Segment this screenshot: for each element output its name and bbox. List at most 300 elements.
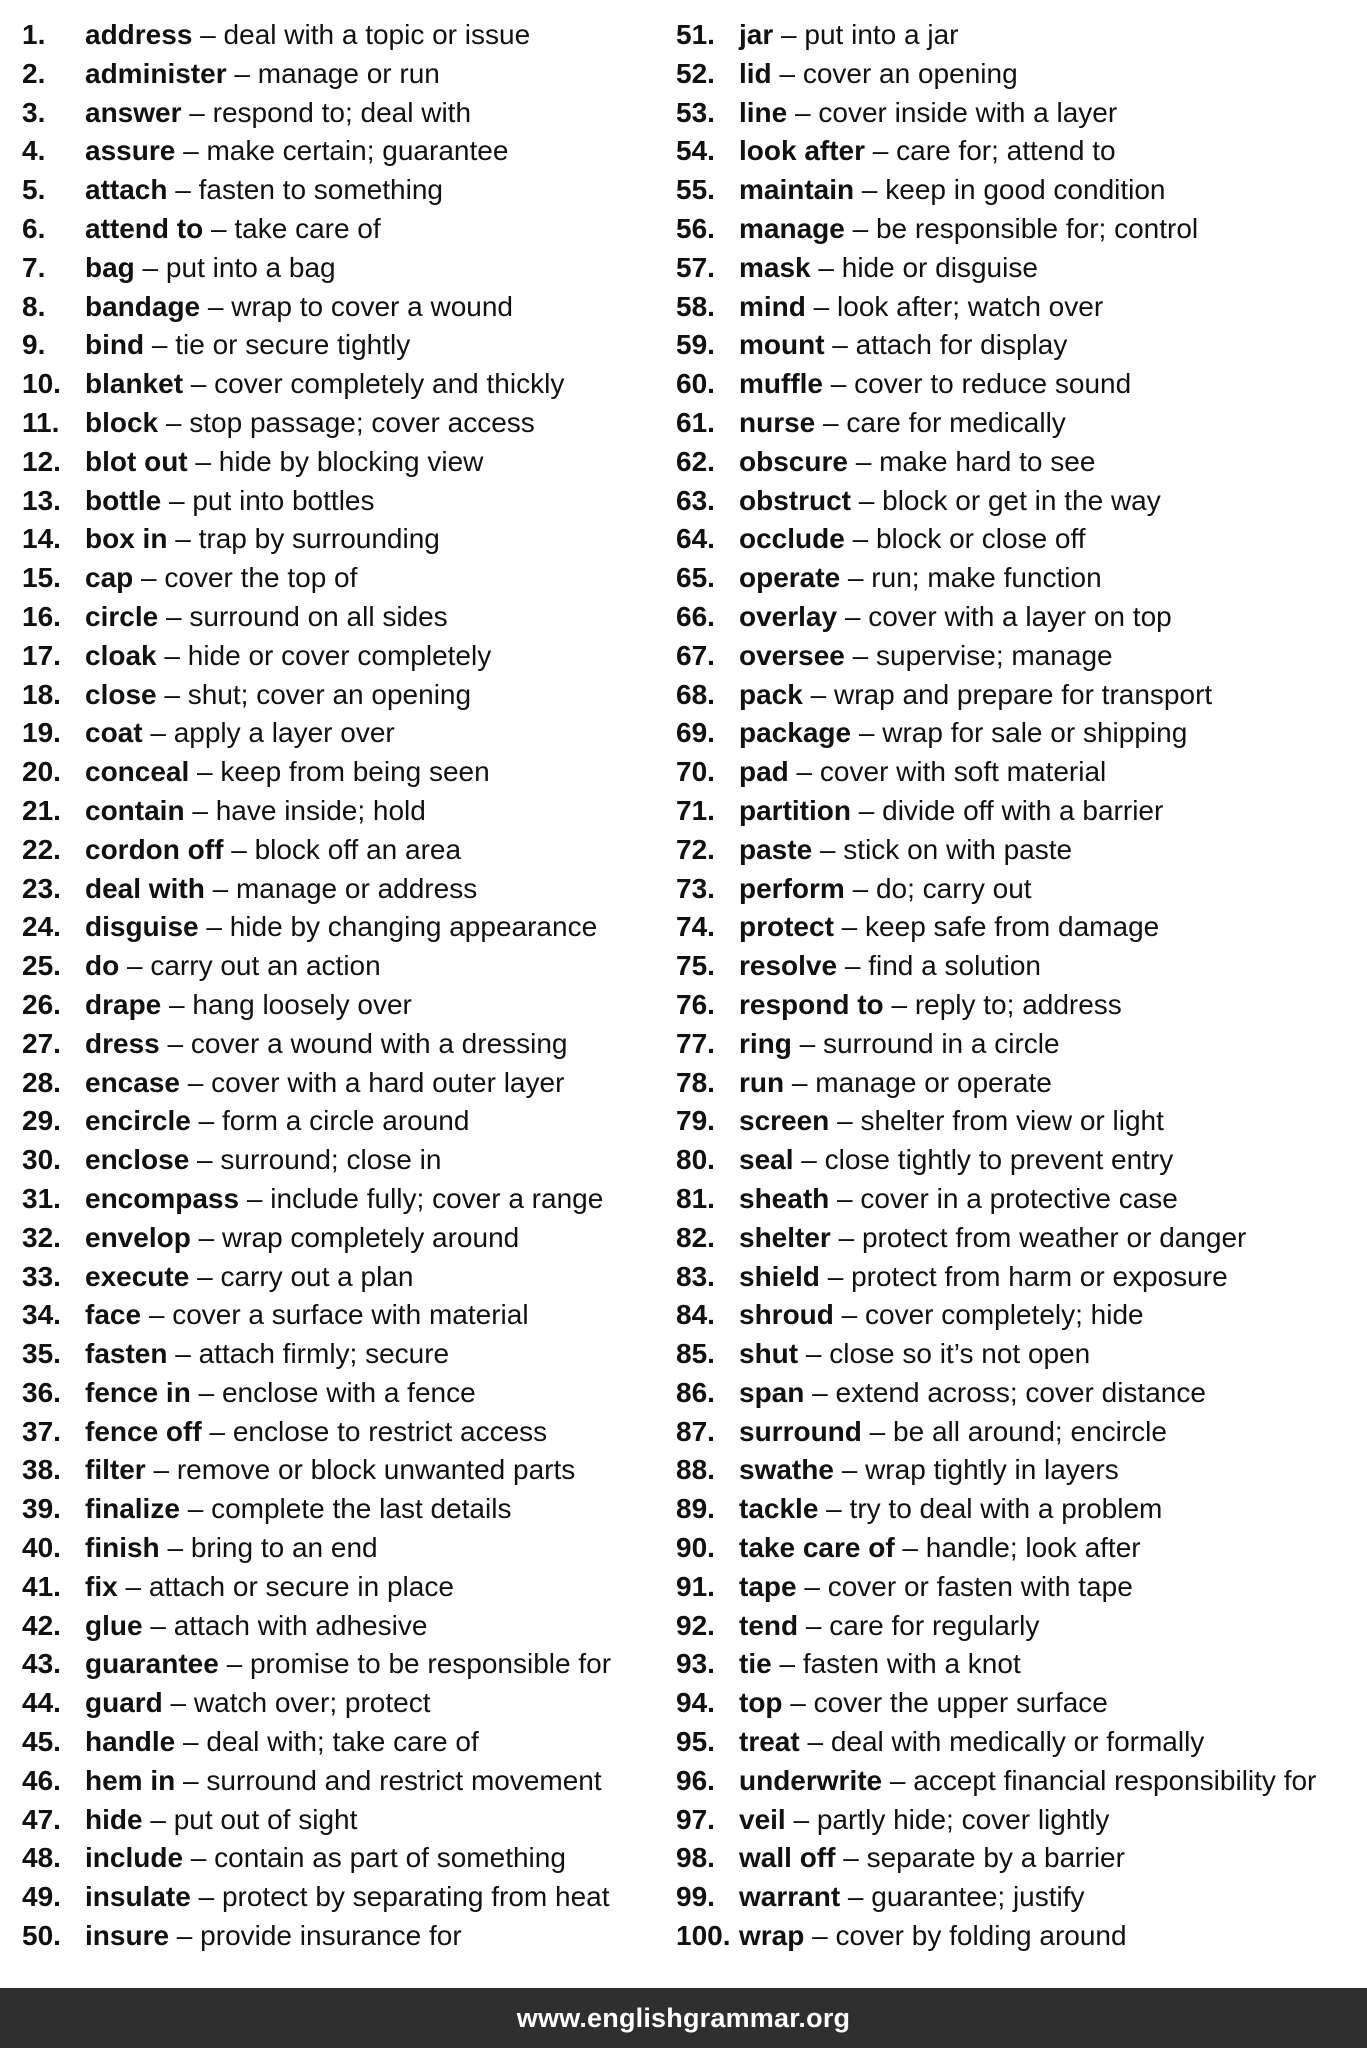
item-entry: [739, 1568, 1133, 1607]
list-item: [676, 443, 1346, 482]
item-definition: bring to an end: [190, 1532, 378, 1564]
list-item: [676, 1801, 1346, 1840]
item-separator: –: [181, 96, 213, 128]
item-entry: [85, 559, 357, 598]
item-separator: –: [791, 1027, 824, 1059]
list-item: [22, 1025, 662, 1064]
item-number: 81.: [676, 1182, 715, 1214]
list-item: [22, 16, 662, 55]
item-number: 62.: [676, 445, 715, 477]
item-word: handle: [85, 1726, 176, 1758]
list-item: [22, 171, 662, 210]
item-word: bind: [85, 329, 145, 361]
item-word: top: [739, 1687, 783, 1719]
right-column: [676, 16, 1346, 1956]
item-entry: [85, 1762, 602, 1801]
item-entry: [85, 482, 374, 521]
list-item: [22, 792, 662, 831]
item-definition: supervise; manage: [876, 639, 1113, 671]
item-definition: be responsible for; control: [875, 212, 1199, 244]
item-entry: [85, 676, 471, 715]
item-word: fence off: [85, 1415, 202, 1447]
item-word: shelter: [739, 1221, 831, 1253]
item-definition: surround in a circle: [823, 1027, 1060, 1059]
item-number: 72.: [676, 833, 715, 865]
item-entry: [85, 947, 381, 986]
list-item: [22, 1839, 662, 1878]
item-word: dress: [85, 1027, 160, 1059]
item-number: 12.: [22, 445, 61, 477]
item-definition: wrap to cover a wound: [231, 290, 513, 322]
item-definition: enclose with a fence: [221, 1376, 476, 1408]
item-entry: [739, 831, 1072, 870]
item-word: include: [85, 1842, 184, 1874]
item-word: overlay: [739, 600, 838, 632]
list-item: [676, 326, 1346, 365]
item-word: tape: [739, 1570, 797, 1602]
item-number: 24.: [22, 911, 61, 943]
item-word: maintain: [739, 174, 855, 206]
item-separator: –: [854, 174, 886, 206]
item-entry: [85, 249, 336, 288]
list-item: [676, 908, 1346, 947]
item-separator: –: [815, 406, 847, 438]
item-number: 8.: [22, 290, 46, 322]
item-separator: –: [223, 833, 255, 865]
list-item: [22, 1296, 662, 1335]
list-item: [22, 753, 662, 792]
item-entry: [85, 1878, 610, 1917]
item-word: encircle: [85, 1105, 191, 1137]
item-definition: enclose to restrict access: [232, 1415, 548, 1447]
item-entry: [739, 1180, 1178, 1219]
item-separator: –: [203, 212, 235, 244]
item-number: 49.: [22, 1881, 61, 1913]
item-separator: –: [861, 1415, 894, 1447]
item-definition: do; carry out: [875, 872, 1032, 904]
item-entry: [739, 598, 1172, 637]
item-word: cloak: [85, 639, 157, 671]
item-separator: –: [117, 1570, 149, 1602]
list-item: [22, 637, 662, 676]
item-word: manage: [739, 212, 845, 244]
item-entry: [85, 1490, 511, 1529]
item-word: swathe: [739, 1454, 834, 1486]
item-entry: [739, 1102, 1164, 1141]
item-number: 11.: [22, 406, 60, 438]
item-definition: keep safe from damage: [865, 911, 1160, 943]
list-item: [22, 908, 662, 947]
item-word: mind: [739, 290, 806, 322]
item-separator: –: [840, 562, 872, 594]
left-column: [22, 16, 662, 1956]
item-word: do: [85, 950, 120, 982]
item-word: bag: [85, 251, 135, 283]
item-number: 45.: [22, 1726, 61, 1758]
list-item: [676, 210, 1346, 249]
item-word: finalize: [85, 1493, 180, 1525]
item-entry: [739, 714, 1187, 753]
item-entry: [739, 1878, 1085, 1917]
item-entry: [85, 870, 477, 909]
item-definition: make certain; guarantee: [206, 135, 509, 167]
item-word: span: [739, 1376, 805, 1408]
item-definition: stick on with paste: [843, 833, 1073, 865]
item-word: partition: [739, 794, 851, 826]
list-item: [676, 55, 1346, 94]
item-entry: [85, 831, 461, 870]
item-definition: fasten with a knot: [802, 1648, 1021, 1680]
item-entry: [85, 1568, 454, 1607]
item-word: run: [739, 1066, 785, 1098]
item-separator: –: [844, 523, 876, 555]
item-definition: cover to reduce sound: [854, 368, 1132, 400]
item-definition: cover with soft material: [819, 756, 1107, 788]
item-number: 39.: [22, 1493, 61, 1525]
item-separator: –: [894, 1532, 926, 1564]
item-separator: –: [833, 911, 866, 943]
footer-url[interactable]: www.englishgrammar.org: [516, 2003, 851, 2033]
list-item: [22, 1335, 662, 1374]
item-word: resolve: [739, 950, 838, 982]
item-entry: [85, 365, 564, 404]
item-separator: –: [161, 484, 193, 516]
item-separator: –: [190, 1221, 222, 1253]
item-definition: protect from weather or danger: [861, 1221, 1247, 1253]
item-separator: –: [179, 1066, 212, 1098]
item-number: 30.: [22, 1144, 61, 1176]
item-number: 89.: [676, 1493, 715, 1525]
item-number: 75.: [676, 950, 715, 982]
item-number: 93.: [676, 1648, 715, 1680]
item-separator: –: [847, 445, 880, 477]
list-item: [22, 1529, 662, 1568]
item-number: 48.: [22, 1842, 61, 1874]
item-separator: –: [189, 756, 221, 788]
item-entry: [739, 1451, 1119, 1490]
list-item: [22, 1762, 662, 1801]
item-number: 16.: [22, 600, 61, 632]
item-number: 26.: [22, 988, 61, 1020]
item-number: 95.: [676, 1726, 715, 1758]
item-definition: reply to; address: [914, 988, 1122, 1020]
item-entry: [85, 986, 412, 1025]
item-number: 100.: [676, 1920, 731, 1952]
list-item: [22, 1141, 662, 1180]
item-entry: [85, 1839, 566, 1878]
item-definition: attach with adhesive: [173, 1609, 428, 1641]
item-word: close: [85, 678, 157, 710]
item-word: enclose: [85, 1144, 190, 1176]
list-item: [676, 1064, 1346, 1103]
item-word: deal with: [85, 872, 205, 904]
item-number: 66.: [676, 600, 715, 632]
item-separator: –: [159, 1027, 191, 1059]
list-item: [22, 831, 662, 870]
item-separator: –: [226, 57, 258, 89]
item-number: 76.: [676, 988, 715, 1020]
item-separator: –: [134, 251, 166, 283]
item-definition: cover an opening: [802, 57, 1018, 89]
item-entry: [85, 714, 395, 753]
item-entry: [85, 1451, 575, 1490]
list-item: [676, 831, 1346, 870]
item-entry: [739, 1296, 1144, 1335]
item-word: jar: [739, 19, 774, 50]
item-definition: deal with; take care of: [206, 1726, 479, 1758]
item-entry: [85, 326, 410, 365]
item-word: fence in: [85, 1376, 191, 1408]
item-number: 82.: [676, 1221, 715, 1253]
list-item: [22, 870, 662, 909]
item-entry: [85, 1180, 603, 1219]
item-word: veil: [739, 1803, 786, 1835]
item-number: 56.: [676, 212, 715, 244]
item-number: 90.: [676, 1532, 715, 1564]
item-number: 27.: [22, 1027, 61, 1059]
list-item: [676, 1102, 1346, 1141]
list-item: [676, 598, 1346, 637]
item-word: fix: [85, 1570, 118, 1602]
item-number: 86.: [676, 1376, 715, 1408]
item-word: shroud: [739, 1299, 834, 1331]
item-definition: protect by separating from heat: [221, 1881, 610, 1913]
item-definition: stop passage; cover access: [189, 406, 535, 438]
item-word: face: [85, 1299, 142, 1331]
item-separator: –: [771, 57, 803, 89]
list-item: [22, 1064, 662, 1103]
item-number: 17.: [22, 639, 61, 671]
list-item: [676, 520, 1346, 559]
item-number: 70.: [676, 756, 715, 788]
item-entry: [85, 1296, 529, 1335]
item-definition: manage or operate: [815, 1066, 1052, 1098]
list-item: [22, 1374, 662, 1413]
list-item: [676, 249, 1346, 288]
item-word: envelop: [85, 1221, 191, 1253]
item-entry: [739, 326, 1067, 365]
list-item: [676, 1607, 1346, 1646]
item-separator: –: [882, 1764, 914, 1796]
item-definition: run; make function: [871, 562, 1102, 594]
item-number: 38.: [22, 1454, 61, 1486]
item-definition: wrap for sale or shipping: [882, 717, 1188, 749]
list-item: [22, 559, 662, 598]
item-separator: –: [198, 911, 230, 943]
item-entry: [85, 1413, 547, 1452]
item-separator: –: [190, 1881, 222, 1913]
item-definition: attach or secure in place: [148, 1570, 454, 1602]
item-separator: –: [167, 1338, 199, 1370]
item-separator: –: [133, 562, 165, 594]
item-number: 18.: [22, 678, 61, 710]
item-definition: attach for display: [855, 329, 1068, 361]
item-word: insulate: [85, 1881, 191, 1913]
item-definition: block or get in the way: [882, 484, 1161, 516]
item-separator: –: [785, 1803, 817, 1835]
item-entry: [739, 1258, 1228, 1297]
item-entry: [739, 1645, 1021, 1684]
item-separator: –: [835, 1842, 867, 1874]
item-number: 4.: [22, 135, 46, 167]
item-entry: [739, 947, 1041, 986]
item-word: paste: [739, 833, 813, 865]
item-entry: [739, 1762, 1316, 1801]
item-word: filter: [85, 1454, 146, 1486]
item-separator: –: [833, 1454, 866, 1486]
item-definition: separate by a barrier: [866, 1842, 1125, 1874]
item-number: 87.: [676, 1415, 715, 1447]
item-word: ring: [739, 1027, 792, 1059]
list-item: [676, 792, 1346, 831]
list-item: [22, 1490, 662, 1529]
item-definition: cover inside with a layer: [818, 96, 1118, 128]
item-separator: –: [192, 19, 224, 50]
list-item: [22, 1413, 662, 1452]
list-item: [676, 947, 1346, 986]
item-separator: –: [787, 96, 819, 128]
item-word: finish: [85, 1532, 160, 1564]
item-word: obstruct: [739, 484, 851, 516]
item-number: 52.: [676, 57, 715, 89]
item-definition: look after; watch over: [837, 290, 1104, 322]
list-item: [22, 1607, 662, 1646]
item-separator: –: [883, 988, 915, 1020]
item-definition: deal with medically or formally: [830, 1726, 1205, 1758]
item-number: 1.: [22, 19, 46, 50]
item-number: 58.: [676, 290, 715, 322]
item-number: 67.: [676, 639, 715, 671]
item-entry: [739, 55, 1018, 94]
item-entry: [85, 637, 491, 676]
item-separator: –: [159, 1532, 191, 1564]
item-definition: form a circle around: [222, 1105, 470, 1137]
list-item: [676, 288, 1346, 327]
item-definition: hide or cover completely: [187, 639, 492, 671]
item-entry: [739, 559, 1102, 598]
list-item: [22, 1258, 662, 1297]
item-definition: cover or fasten with tape: [827, 1570, 1133, 1602]
item-separator: –: [144, 329, 176, 361]
item-number: 92.: [676, 1609, 715, 1641]
item-entry: [85, 55, 440, 94]
item-separator: –: [189, 1144, 221, 1176]
item-entry: [739, 404, 1066, 443]
item-definition: accept financial responsibility for: [913, 1764, 1317, 1796]
item-word: warrant: [739, 1881, 841, 1913]
item-definition: wrap tightly in layers: [865, 1454, 1119, 1486]
list-item: [22, 1219, 662, 1258]
item-separator: –: [169, 1920, 201, 1952]
item-number: 64.: [676, 523, 715, 555]
item-definition: protect from harm or exposure: [851, 1260, 1228, 1292]
item-number: 21.: [22, 794, 61, 826]
item-entry: [85, 1258, 413, 1297]
item-word: cap: [85, 562, 134, 594]
item-entry: [85, 908, 597, 947]
item-number: 94.: [676, 1687, 715, 1719]
item-entry: [739, 171, 1166, 210]
item-definition: divide off with a barrier: [882, 794, 1164, 826]
item-separator: –: [837, 600, 869, 632]
list-item: [22, 676, 662, 715]
item-separator: –: [851, 717, 883, 749]
item-separator: –: [119, 950, 151, 982]
item-number: 36.: [22, 1376, 61, 1408]
item-definition: block or close off: [875, 523, 1086, 555]
item-word: perform: [739, 872, 845, 904]
item-number: 69.: [676, 717, 715, 749]
item-number: 6.: [22, 212, 46, 244]
item-separator: –: [189, 1260, 221, 1292]
list-item: [676, 1296, 1346, 1335]
list-item: [676, 1335, 1346, 1374]
item-definition: provide insurance for: [200, 1920, 462, 1952]
item-definition: hide or disguise: [841, 251, 1038, 283]
item-word: encase: [85, 1066, 180, 1098]
item-separator: –: [218, 1648, 250, 1680]
item-definition: cover the top of: [164, 562, 358, 594]
item-separator: –: [142, 1803, 174, 1835]
item-entry: [85, 171, 443, 210]
item-separator: –: [824, 329, 856, 361]
item-word: cordon off: [85, 833, 224, 865]
item-word: obscure: [739, 445, 848, 477]
list-item: [676, 132, 1346, 171]
item-number: 77.: [676, 1027, 715, 1059]
list-item: [676, 16, 1346, 55]
item-number: 53.: [676, 96, 715, 128]
item-separator: –: [798, 1338, 830, 1370]
item-word: coat: [85, 717, 143, 749]
item-definition: handle; look after: [925, 1532, 1141, 1564]
item-separator: –: [141, 1299, 173, 1331]
list-item: [22, 520, 662, 559]
item-number: 61.: [676, 406, 715, 438]
item-word: pad: [739, 756, 789, 788]
item-separator: –: [829, 1105, 861, 1137]
item-entry: [85, 1335, 449, 1374]
item-entry: [739, 1607, 1039, 1646]
item-separator: –: [796, 1570, 828, 1602]
item-separator: –: [162, 1687, 194, 1719]
item-word: package: [739, 717, 852, 749]
item-entry: [739, 1529, 1141, 1568]
item-separator: –: [179, 1493, 212, 1525]
item-word: shield: [739, 1260, 820, 1292]
list-item: [22, 55, 662, 94]
item-entry: [739, 520, 1086, 559]
list-item: [22, 1878, 662, 1917]
item-entry: [739, 1413, 1167, 1452]
list-item: [676, 1180, 1346, 1219]
item-entry: [739, 1490, 1162, 1529]
item-word: mount: [739, 329, 825, 361]
list-item: [676, 1645, 1346, 1684]
item-entry: [85, 1684, 430, 1723]
item-word: line: [739, 96, 788, 128]
list-item: [22, 404, 662, 443]
item-number: 63.: [676, 484, 715, 516]
item-number: 79.: [676, 1105, 715, 1137]
item-word: glue: [85, 1609, 143, 1641]
list-item: [22, 326, 662, 365]
list-item: [676, 1219, 1346, 1258]
list-item: [22, 1568, 662, 1607]
item-number: 46.: [22, 1764, 61, 1796]
list-item: [676, 171, 1346, 210]
item-separator: –: [156, 639, 188, 671]
